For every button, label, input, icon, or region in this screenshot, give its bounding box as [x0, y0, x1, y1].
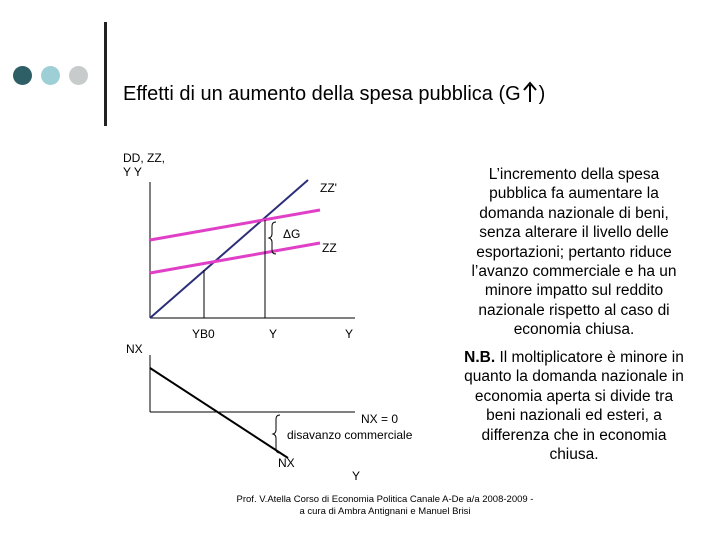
- footer-line-2: a cura di Ambra Antignani e Manuel Brisi: [299, 506, 471, 517]
- nx-axis-label: NX: [126, 342, 143, 356]
- deficit-label: disavanzo commerciale: [287, 428, 413, 442]
- slide-title-text: Effetti di un aumento della spesa pubblica (G: [123, 83, 521, 105]
- delta-g-label: ΔG: [283, 227, 301, 241]
- delta-g-brace: [269, 222, 276, 254]
- zz-label: ZZ: [322, 241, 337, 255]
- upper-axis-label-line2: Y Y: [123, 165, 142, 179]
- slide-footer: [200, 494, 570, 518]
- zz-line: [150, 243, 320, 273]
- footer-line-1: Prof. V.Atella Corso di Economia Politica Canale A-De a/a 2008-2009 -: [236, 494, 534, 505]
- yb0-label: YB0: [192, 327, 215, 341]
- nb-label: N.B.: [464, 349, 496, 366]
- nx-zero-label: NX = 0: [361, 412, 399, 426]
- explanation-paragraph: L’incremento della spesa pubblica fa aumentare la domanda nazionale di beni, senza alterare il livello delle esportazioni; pertanto riduce l’avanzo commerciale e ha un minore impatto sul reddito nazionale rispetto al caso di economia chiusa.: [471, 166, 677, 339]
- y-axis-label-upper: Y: [345, 327, 354, 341]
- deficit-brace: [273, 415, 280, 453]
- y-axis-label-lower: Y: [352, 469, 361, 483]
- nx-line-label: NX: [278, 456, 295, 470]
- note-paragraph: [462, 348, 686, 464]
- note-text: Il moltiplicatore è minore in quanto la domanda nazionale in economia aperta si divide tra beni nazionali ed esteri, a differenza che in economia chiusa.: [464, 349, 684, 464]
- slide-title-close: ): [538, 83, 546, 105]
- y-mid-label: Y: [269, 327, 278, 341]
- nx-line: [150, 368, 288, 458]
- upper-axis-label-line1: DD, ZZ,: [123, 151, 165, 165]
- zz-prime-label: ZZ': [320, 181, 337, 195]
